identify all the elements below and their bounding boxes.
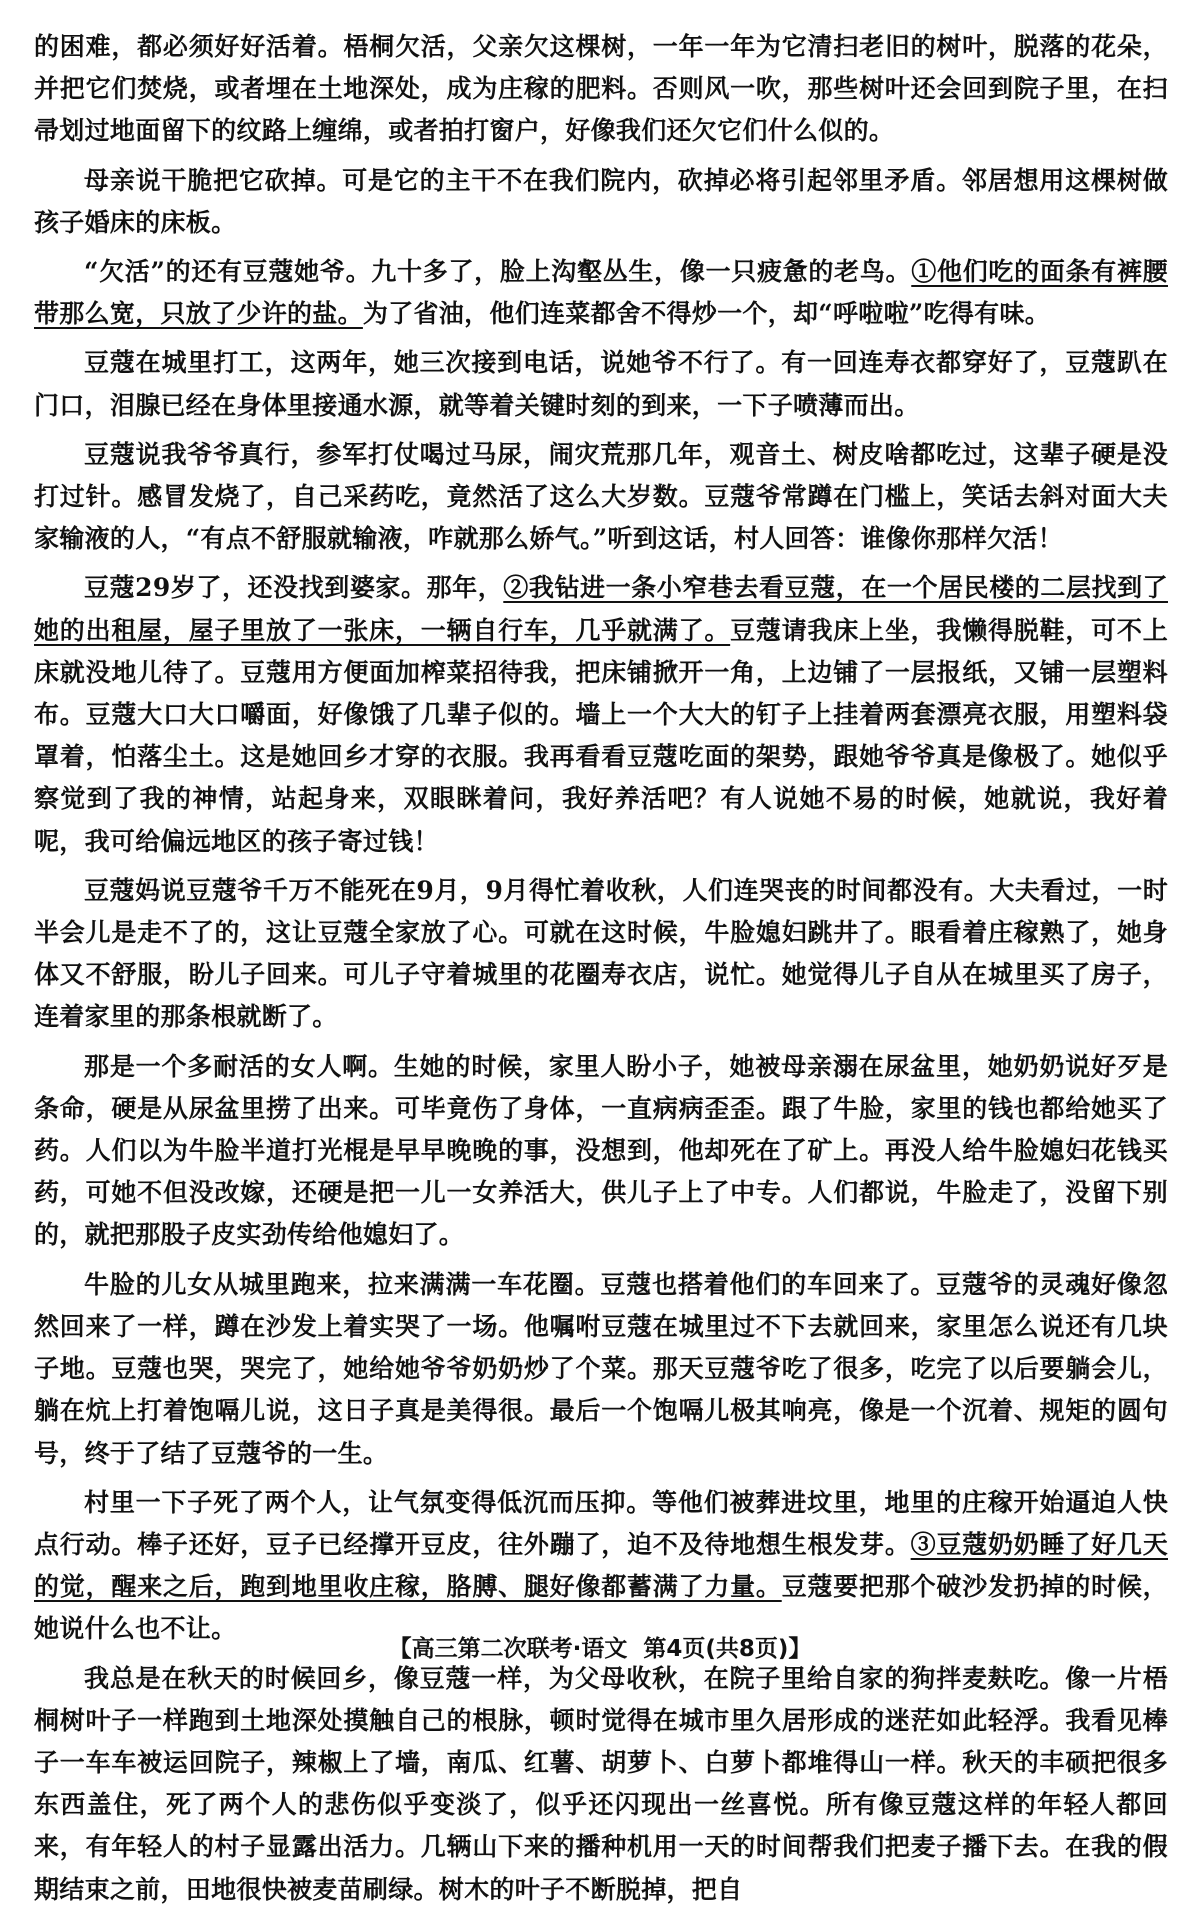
paragraph [34,870,1168,1039]
text-segment: 那是一个多耐活的女人啊。生她的时候，家里人盼小子，她被母亲溺在尿盆里，她奶奶说好歹是条命，硬是从尿盆里捞了出来。可毕竟伤了身体，一直病病歪歪。跟了牛脸，家里的钱也都给她买了药。人们以为牛脸半道打光棍是早早晚晚的事，没想到，他却死在了矿上。再没人给牛脸媳妇花钱买药，可她不但没改嫁，还硬是把一儿一女养活大，供儿子上了中专。人们都说，牛脸走了，没留下别的，就把那股子皮实劲传给他媳妇了。 [34,1051,1168,1250]
paragraph [34,1658,1168,1911]
footer-subject: 语文 [581,1636,628,1662]
paragraph [34,434,1168,561]
text-segment: 豆蔻29岁了，还没找到婆家。那年， [84,573,504,603]
footer-exam-name: 【高三第二次联考 [388,1636,573,1662]
text-segment: 豆蔻要把那个破沙发扔掉的时候，她说什么也不让。 [34,1572,1168,1644]
footer-page-number: 第4页(共8页)】 [643,1636,812,1662]
text-segment: 豆蔻说我爷爷真行，参军打仗喝过马尿，闹灾荒那几年，观音土、树皮啥都吃过，这辈子硬是没打过针。感冒发烧了，自己采药吃，竟然活了这么大岁数。豆蔻爷常蹲在门槛上，笑话去斜对面大夫家输液的人，“有点不舒服就输液，咋就那么娇气。”听到这话，村人回答：谁像你那样欠活！ [34,439,1168,554]
text-segment: 母亲说干脆把它砍掉。可是它的主干不在我们院内，砍掉必将引起邻里矛盾。邻居想用这棵树做孩子婚床的床板。 [34,165,1168,237]
text-segment: 豆蔻请我床上坐，我懒得脱鞋，可不上床就没地儿待了。豆蔻用方便面加榨菜招待我，把床铺掀开一角，上边铺了一层报纸，又铺一层塑料布。豆蔻大口大口嚼面，好像饿了几辈子似的。墙上一个大大的钉子上挂着两套漂亮衣服，用塑料袋罩着，怕落尘土。这是她回乡才穿的衣服。我再看看豆蔻吃面的架势，跟她爷爷真是像极了。她似乎察觉到了我的神情，站起身来，双眼眯着问，我好养活吧？有人说她不易的时候，她就说，我好着呢，我可给偏远地区的孩子寄过钱！ [34,615,1168,856]
text-segment: 的困难，都必须好好活着。梧桐欠活，父亲欠这棵树，一年一年为它清扫老旧的树叶，脱落的花朵，并把它们焚烧，或者埋在土地深处，成为庄稼的肥料。否则风一吹，那些树叶还会回到院子里，在扫帚划过地面留下的纹路上缠绵，或者拍打窗户，好像我们还欠它们什么似的。 [34,32,1168,146]
paragraph [34,1046,1168,1257]
footer-dot: · [572,1636,582,1662]
text-segment: 豆蔻妈说豆蔻爷千万不能死在9月，9月得忙着收秋，人们连哭丧的时间都没有。大夫看过，一时半会儿是走不了的，这让豆蔻全家放了心。可就在这时候，牛脸媳妇跳井了。眼看着庄稼熟了，她身体又不舒服，盼儿子回来。可儿子守着城里的花圈寿衣店，说忙。她觉得儿子自从在城里买了房子，连着家里的那条根就断了。 [34,875,1168,1032]
text-segment: 豆蔻在城里打工，这两年，她三次接到电话，说她爷不行了。有一回连寿衣都穿好了，豆蔻趴在门口，泪腺已经在身体里接通水源，就等着关键时刻的到来，一下子喷薄而出。 [34,348,1168,420]
paragraph [34,160,1168,244]
text-segment: 村里一下子死了两个人，让气氛变得低沉而压抑。等他们被葬进坟里，地里的庄稼开始逼迫人快点行动。棒子还好，豆子已经撑开豆皮，往外蹦了，迫不及待地想生根发芽。 [34,1487,1168,1559]
text-segment: “欠活”的还有豆蔻她爷。九十多了，脸上沟壑丛生，像一只疲惫的老鸟。 [84,257,912,287]
underlined-sentence: ①他们吃的面条有裤腰带那么宽，只放了少许的盐。 [34,257,1168,329]
paragraph [34,342,1168,426]
paragraph [34,1264,1168,1475]
paragraph [34,567,1168,862]
paragraph [34,1482,1168,1651]
page-footer [0,1630,1200,1663]
text-segment: 牛脸的儿女从城里跑来，拉来满满一车花圈。豆蔻也搭着他们的车回来了。豆蔻爷的灵魂好像忽然回来了一样，蹲在沙发上着实哭了一场。他嘱咐豆蔻在城里过不下去就回来，家里怎么说还有几块子地。豆蔻也哭，哭完了，她给她爷爷奶奶炒了个菜。那天豆蔻爷吃了很多，吃完了以后要躺会儿，躺在炕上打着饱嗝儿说，这日子真是美得很。最后一个饱嗝儿极其响亮，像是一个沉着、规矩的圆句号，终于了结了豆蔻爷的一生。 [34,1269,1168,1468]
paragraph [34,251,1168,335]
text-segment: 我总是在秋天的时候回乡，像豆蔻一样，为父母收秋，在院子里给自家的狗拌麦麸吃。像一片梧桐树叶子一样跑到土地深处摸触自己的根脉，顿时觉得在城市里久居形成的迷茫如此轻浮。我看见棒子一车车被运回院子，辣椒上了墙，南瓜、红薯、胡萝卜、白萝卜都堆得山一样。秋天的丰硕把很多东西盖住，死了两个人的悲伤似乎变淡了，似乎还闪现出一丝喜悦。所有像豆蔻这样的年轻人都回来，有年轻人的村子显露出活力。几辆山下来的播种机用一天的时间帮我们把麦子播下去。在我的假期结束之前，田地很快被麦苗刷绿。树木的叶子不断脱掉，把自 [34,1663,1168,1904]
paragraph [34,26,1168,153]
text-segment: 为了省油，他们连菜都舍不得炒一个，却“呼啦啦”吃得有味。 [362,299,1051,329]
underlined-sentence: ③豆蔻奶奶睡了好几天的觉，醒来之后，跑到地里收庄稼，胳膊、腿好像都蓄满了力量。 [34,1529,1168,1602]
underlined-sentence: ②我钻进一条小窄巷去看豆蔻，在一个居民楼的二层找到了她的出租屋，屋子里放了一张床，一辆自行车，几乎就满了。 [34,573,1168,645]
